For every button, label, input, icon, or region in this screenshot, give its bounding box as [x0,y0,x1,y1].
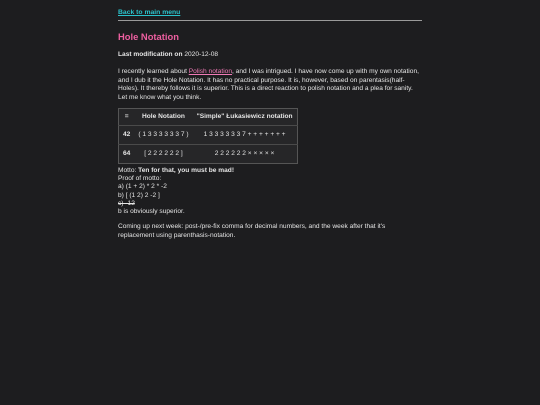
proof-label: Proof of motto: [118,175,162,183]
table-row [119,145,298,164]
motto-text: Ten for that, you must be mad! [138,167,235,174]
lukasiewicz-cell: 1 3 3 3 3 3 3 7 + + + + + + + [193,126,298,145]
polish-notation-link[interactable]: Polish notation [188,68,233,75]
header-lukasiewicz-notation: "Simple" Łukasiewicz notation [196,112,293,120]
intro-paragraph [118,68,422,102]
table-header-row [119,109,298,126]
motto-section [118,167,422,216]
conclusion: b is obviously superior. [118,207,185,215]
modification-label: Last modification on [118,51,183,58]
header-hole-notation: Hole Notation [142,112,185,120]
hole-notation-cell: ( 1 3 3 3 3 3 3 7 ) [134,126,192,145]
motto-label: Motto: [118,167,139,174]
table-row [119,126,298,145]
intro-text-rest: , and I was intrigued. I have now come up with my own notation, and I dub it the Hole Notation. It has no practical purpose. It is, however, based on parentasis(half-Holes). It thereby follows it is superior. This is a direct reaction to polish notation and a plea for sanity. Let me know what you think. [118,68,419,101]
proof-line-c: c) -12 [118,199,135,207]
motto-line [118,167,422,175]
header-divider [118,20,422,21]
result-cell: 42 [119,126,135,145]
coming-up-paragraph: Coming up next week: post-/pre-fix comma for decimal numbers, and the week after that it's replacement using parenthasis-notation. [118,223,386,239]
header-equals: = [124,112,129,120]
result-cell: 64 [119,145,135,164]
page-title: Hole Notation [118,31,179,42]
intro-text-start: I recently learned about [118,68,189,75]
back-to-main-menu-link[interactable]: Back to main menu [118,9,181,16]
notation-table [118,108,298,164]
hole-notation-cell: [ 2 2 2 2 2 2 ] [134,145,192,164]
lukasiewicz-cell: 2 2 2 2 2 2 × × × × × [193,145,298,164]
last-modification [118,51,218,60]
proof-line-a: a) (1 + 2) * 2 * -2 [118,183,167,191]
proof-line-b: b) [ (1 2) 2 -2 ] [118,191,160,199]
modification-date: 2020-12-08 [184,51,219,58]
